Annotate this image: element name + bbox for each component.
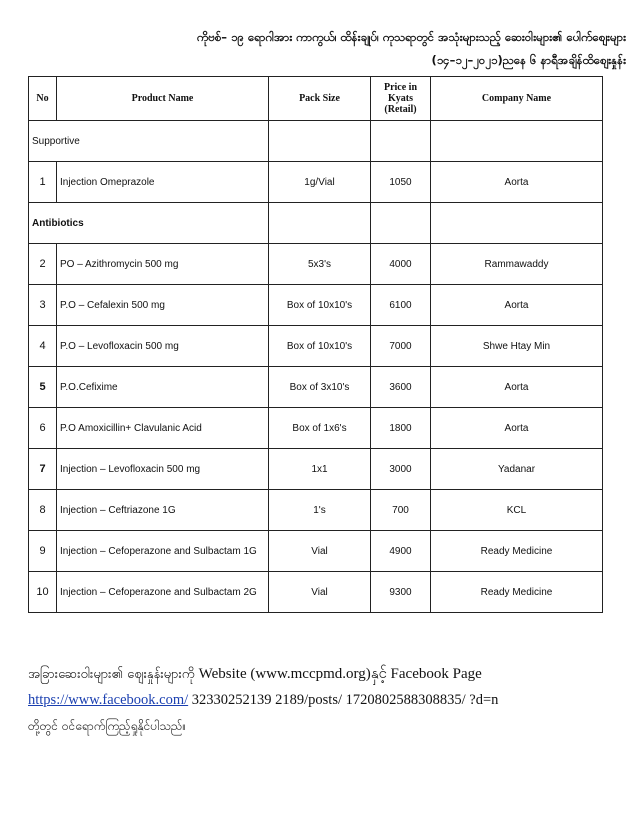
- row-no: 5: [29, 367, 57, 408]
- footer-text-website: Website (www.mccpmd.org)နှင့် Facebook Page: [198, 666, 482, 682]
- pack-size: Box of 10x10's: [269, 326, 371, 367]
- pack-size: Box of 3x10's: [269, 367, 371, 408]
- category-row-supportive: [29, 121, 603, 162]
- row-no: 1: [29, 162, 57, 203]
- row-no: 3: [29, 285, 57, 326]
- pack-size: 1's: [269, 490, 371, 531]
- product-name: P.O – Cefalexin 500 mg: [57, 285, 269, 326]
- pack-size: 1x1: [269, 449, 371, 490]
- category-label: Antibiotics: [29, 203, 269, 244]
- pack-size: 5x3's: [269, 244, 371, 285]
- product-name: Injection – Levofloxacin 500 mg: [57, 449, 269, 490]
- pack-size: Box of 1x6's: [269, 408, 371, 449]
- table-row: [29, 285, 603, 326]
- footer-line-1: [28, 664, 606, 686]
- price: 1050: [371, 162, 431, 203]
- product-name: Injection – Cefoperazone and Sulbactam 1G: [57, 531, 269, 572]
- company-name: Ready Medicine: [431, 572, 603, 613]
- product-name: P.O – Levofloxacin 500 mg: [57, 326, 269, 367]
- price: 3000: [371, 449, 431, 490]
- price-table: [28, 76, 603, 613]
- price: 3600: [371, 367, 431, 408]
- header-price: Price in Kyats (Retail): [371, 77, 431, 121]
- table-row: [29, 367, 603, 408]
- table-header-row: [29, 77, 603, 121]
- pack-size: Box of 10x10's: [269, 285, 371, 326]
- product-name: PO – Azithromycin 500 mg: [57, 244, 269, 285]
- table-row: [29, 490, 603, 531]
- header-pack-size: Pack Size: [269, 77, 371, 121]
- facebook-link[interactable]: https://www.facebook.com/: [28, 692, 189, 708]
- price: 6100: [371, 285, 431, 326]
- table-row: [29, 449, 603, 490]
- footer-text-mm: အခြားဆေးဝါးများ၏ စျေးနှုန်းများကို: [28, 667, 195, 682]
- company-name: Aorta: [431, 408, 603, 449]
- product-name: P.O Amoxicillin+ Clavulanic Acid: [57, 408, 269, 449]
- company-name: Yadanar: [431, 449, 603, 490]
- company-name: Rammawaddy: [431, 244, 603, 285]
- company-name: Aorta: [431, 367, 603, 408]
- footer-line-3: တို့တွင် ဝင်ရောက်ကြည့်ရှုနိုင်ပါသည်။: [28, 719, 187, 733]
- price: 4000: [371, 244, 431, 285]
- table-row: [29, 408, 603, 449]
- product-name: Injection Omeprazole: [57, 162, 269, 203]
- price: 9300: [371, 572, 431, 613]
- product-name: Injection – Cefoperazone and Sulbactam 2G: [57, 572, 269, 613]
- document-date: (၁၄–၁၂–၂၀၂၁)ညနေ ၆ နာရီအချိန်ထိစျေးနှုန်း: [431, 53, 626, 67]
- product-name: P.O.Cefixime: [57, 367, 269, 408]
- table-row: [29, 326, 603, 367]
- category-row-antibiotics: [29, 203, 603, 244]
- table-row: [29, 162, 603, 203]
- header-no: No: [29, 77, 57, 121]
- pack-size: Vial: [269, 572, 371, 613]
- header-company-name: Company Name: [431, 77, 603, 121]
- row-no: 7: [29, 449, 57, 490]
- company-name: KCL: [431, 490, 603, 531]
- company-name: Shwe Htay Min: [431, 326, 603, 367]
- document-title: ကိုဗစ်– ၁၉ ရောဂါအား ကာကွယ်၊ ထိန်းချုပ်၊ ကုသရာတွင် အသုံးများသည့် ဆေးဝါးများ၏ ပေါက်စျေးများ: [196, 30, 626, 44]
- row-no: 10: [29, 572, 57, 613]
- row-no: 6: [29, 408, 57, 449]
- pack-size: 1g/Vial: [269, 162, 371, 203]
- row-no: 4: [29, 326, 57, 367]
- table-row: [29, 244, 603, 285]
- table-row: [29, 531, 603, 572]
- row-no: 8: [29, 490, 57, 531]
- product-name: Injection – Ceftriazone 1G: [57, 490, 269, 531]
- facebook-link-rest: 32330252139 2189/posts/ 1720802588308835/ ?d=n: [188, 692, 499, 708]
- company-name: Ready Medicine: [431, 531, 603, 572]
- company-name: Aorta: [431, 162, 603, 203]
- price: 7000: [371, 326, 431, 367]
- pack-size: Vial: [269, 531, 371, 572]
- company-name: Aorta: [431, 285, 603, 326]
- header-product-name: Product Name: [57, 77, 269, 121]
- row-no: 9: [29, 531, 57, 572]
- price: 1800: [371, 408, 431, 449]
- row-no: 2: [29, 244, 57, 285]
- table-row: [29, 572, 603, 613]
- category-label: Supportive: [29, 121, 269, 162]
- price: 700: [371, 490, 431, 531]
- footer-line-2: [28, 692, 606, 709]
- price: 4900: [371, 531, 431, 572]
